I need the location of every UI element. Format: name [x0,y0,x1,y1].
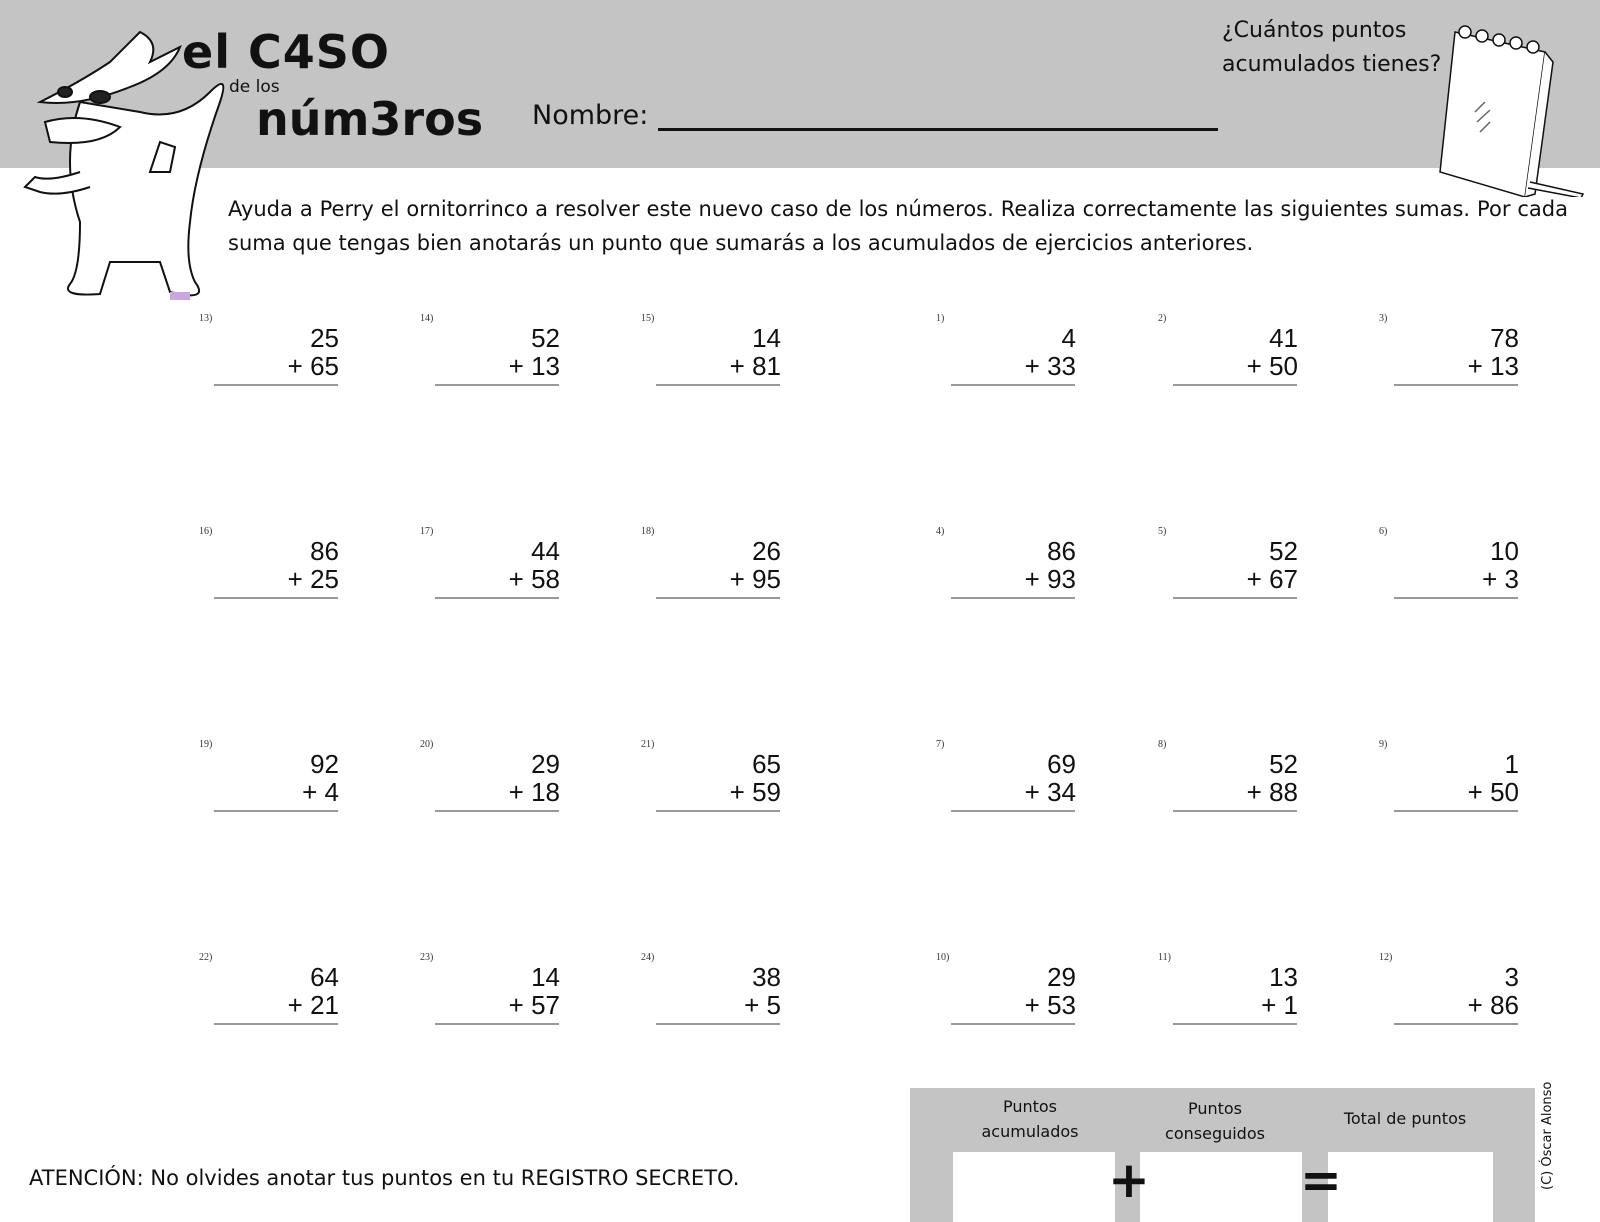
addend-1: 25 [310,323,339,353]
answer-line[interactable] [214,810,338,812]
header-accumulated-points [955,1094,1105,1144]
addition-problem [199,739,344,819]
addition-problem [936,952,1081,1032]
addend-2: + 58 [508,564,560,594]
addition-problem [199,526,344,606]
addend-2: + 53 [1024,990,1076,1020]
accumulated-points-field[interactable] [953,1152,1115,1222]
problem-number: 13) [199,313,213,324]
answer-line[interactable] [435,1023,559,1025]
addend-1: 1 [1504,749,1519,779]
addition-problem [420,952,565,1032]
answer-line[interactable] [214,384,338,386]
problem-number: 21) [641,739,655,750]
answer-line[interactable] [1173,384,1297,386]
addend-2: + 13 [508,351,560,381]
addend-2: + 21 [287,990,339,1020]
addition-problem [1379,952,1524,1032]
problem-number: 18) [641,526,655,537]
addition-problem [1379,313,1524,393]
addend-2: + 57 [508,990,560,1020]
addend-2: + 86 [1467,990,1519,1020]
copyright: (C) Óscar Alonso [1540,1081,1555,1190]
answer-line[interactable] [951,597,1075,599]
addition-problem [936,739,1081,819]
addition-problem [420,313,565,393]
earned-points-field[interactable] [1140,1152,1302,1222]
header-total-points: Total de puntos [1343,1109,1467,1128]
problem-number: 23) [420,952,434,963]
addend-1: 41 [1269,323,1298,353]
problem-number: 2) [1158,313,1167,324]
total-points-field[interactable] [1328,1152,1493,1222]
answer-line[interactable] [1394,384,1518,386]
problem-number: 4) [936,526,945,537]
addition-problem [1379,739,1524,819]
problem-number: 6) [1379,526,1388,537]
addition-problem [199,313,344,393]
problem-number: 3) [1379,313,1388,324]
title-de-los: de los [229,77,280,97]
points-question-text: ¿Cuántos puntos acumulados tienes? [1222,18,1442,77]
addend-1: 64 [310,962,339,992]
answer-line[interactable] [951,810,1075,812]
addend-1: 38 [752,962,781,992]
answer-line[interactable] [1394,597,1518,599]
addend-2: + 1 [1261,990,1298,1020]
addend-2: + 65 [287,351,339,381]
score-box [910,1088,1535,1222]
answer-line[interactable] [1173,1023,1297,1025]
answer-line[interactable] [1173,597,1297,599]
addition-problem [420,739,565,819]
addend-2: + 95 [729,564,781,594]
title-numeros: núm3ros [256,92,484,146]
addend-1: 4 [1061,323,1076,353]
problem-number: 14) [420,313,434,324]
name-field[interactable] [532,100,1218,131]
addend-1: 52 [1269,749,1298,779]
addend-1: 14 [752,323,781,353]
answer-line[interactable] [435,597,559,599]
addend-1: 44 [531,536,560,566]
addend-1: 13 [1269,962,1298,992]
answer-line[interactable] [951,1023,1075,1025]
addend-2: + 59 [729,777,781,807]
addition-problem [1158,739,1303,819]
problem-number: 24) [641,952,655,963]
answer-line[interactable] [214,597,338,599]
answer-line[interactable] [656,384,780,386]
addend-1: 26 [752,536,781,566]
label: Puntos [1187,1099,1243,1118]
addend-1: 69 [1047,749,1076,779]
addend-2: + 3 [1482,564,1519,594]
addition-problem [1379,526,1524,606]
answer-line[interactable] [1394,810,1518,812]
problem-number: 19) [199,739,213,750]
addition-problem [641,952,786,1032]
addend-2: + 34 [1024,777,1076,807]
problem-number: 7) [936,739,945,750]
header-earned-points [1135,1096,1295,1146]
addition-problem [1158,526,1303,606]
problem-number: 1) [936,313,945,324]
answer-line[interactable] [656,1023,780,1025]
label: Puntos [1002,1097,1058,1116]
problem-number: 22) [199,952,213,963]
answer-line[interactable] [1394,1023,1518,1025]
addend-1: 86 [1047,536,1076,566]
addend-1: 52 [1269,536,1298,566]
problem-number: 11) [1158,952,1171,963]
name-blank-line[interactable] [658,105,1218,131]
addend-1: 65 [752,749,781,779]
addition-problem [936,526,1081,606]
title-el-caso: el C4SO [182,25,390,79]
addend-2: + 50 [1467,777,1519,807]
problem-number: 15) [641,313,655,324]
addend-2: + 18 [508,777,560,807]
attention-note: ATENCIÓN: No olvides anotar tus puntos en tu REGISTRO SECRETO. [29,1166,740,1190]
addend-2: + 4 [302,777,339,807]
addend-2: + 25 [287,564,339,594]
addition-problem [641,739,786,819]
name-label: Nombre: [532,100,649,131]
problem-number: 9) [1379,739,1388,750]
addend-1: 92 [310,749,339,779]
addend-1: 86 [310,536,339,566]
equals-sign: = [1300,1151,1342,1209]
addend-2: + 5 [744,990,781,1020]
problem-number: 12) [1379,952,1393,963]
addend-2: + 88 [1246,777,1298,807]
problem-number: 17) [420,526,434,537]
problem-number: 5) [1158,526,1167,537]
addend-2: + 93 [1024,564,1076,594]
addition-problem [199,952,344,1032]
problem-number: 16) [199,526,213,537]
answer-line[interactable] [951,384,1075,386]
points-question [1222,14,1462,82]
answer-line[interactable] [1173,810,1297,812]
instructions-text: Ayuda a Perry el ornitorrinco a resolver este nuevo caso de los números. Realiza correctamente las siguientes sumas. Por cada suma que tengas bien anotarás un punto que sumarás a los acumulados de ejercicios anteriores. [228,197,1568,255]
addend-1: 14 [531,962,560,992]
notepad-illustration [1435,22,1585,197]
sticker-icon [170,292,190,300]
answer-line[interactable] [656,810,780,812]
answer-line[interactable] [656,597,780,599]
addition-problem [641,526,786,606]
addend-1: 78 [1490,323,1519,353]
problem-number: 10) [936,952,950,963]
addend-1: 29 [1047,962,1076,992]
addend-2: + 33 [1024,351,1076,381]
addition-problem [420,526,565,606]
label: acumulados [981,1122,1079,1141]
answer-line[interactable] [435,384,559,386]
addend-1: 29 [531,749,560,779]
problem-number: 20) [420,739,434,750]
addition-problem [1158,313,1303,393]
addition-problem [1158,952,1303,1032]
answer-line[interactable] [214,1023,338,1025]
addend-1: 10 [1490,536,1519,566]
addend-1: 3 [1504,962,1519,992]
addition-problem [936,313,1081,393]
addend-2: + 81 [729,351,781,381]
addition-problem [641,313,786,393]
addend-2: + 67 [1246,564,1298,594]
addend-2: + 50 [1246,351,1298,381]
addend-2: + 13 [1467,351,1519,381]
addend-1: 52 [531,323,560,353]
plus-sign: + [1108,1151,1150,1209]
answer-line[interactable] [435,810,559,812]
label: conseguidos [1165,1124,1265,1143]
problem-number: 8) [1158,739,1167,750]
